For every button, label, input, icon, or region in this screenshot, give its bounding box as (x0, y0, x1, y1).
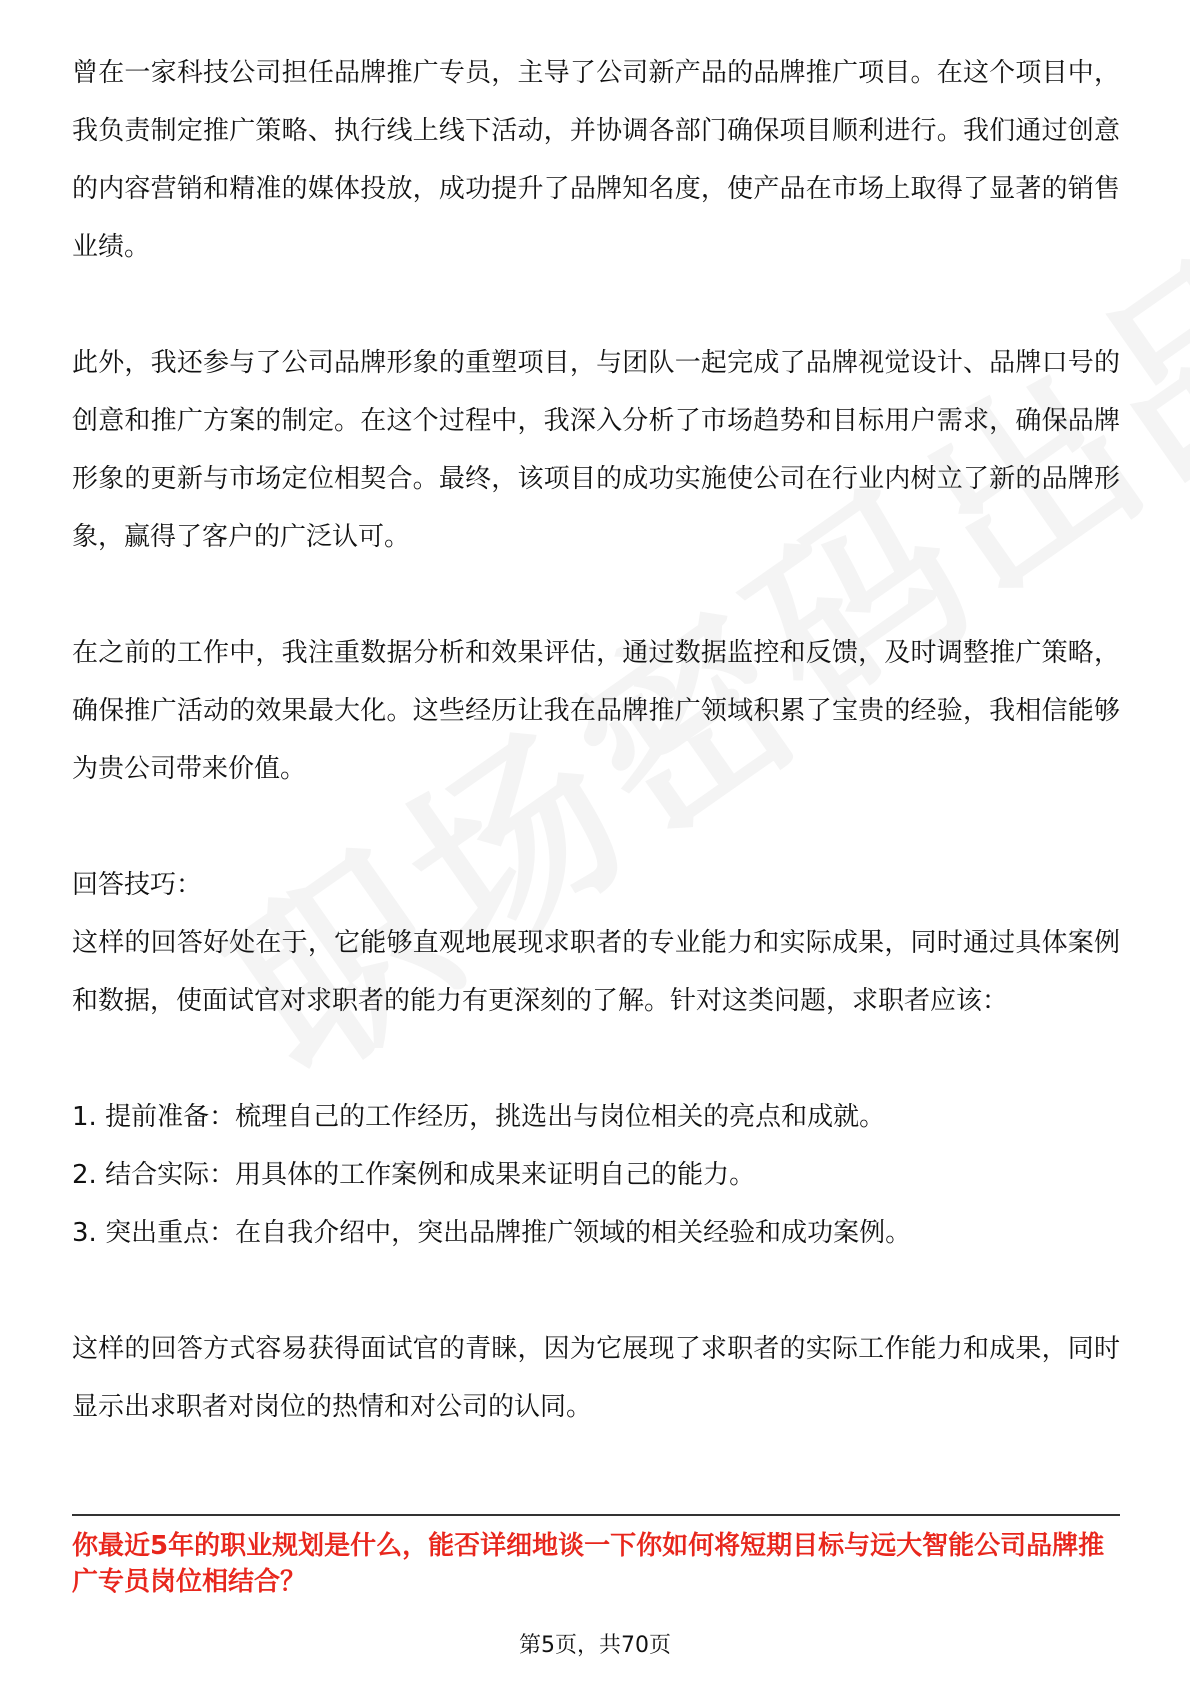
next-question-heading: 你最近5年的职业规划是什么，能否详细地谈一下你如何将短期目标与远大智能公司品牌推广专员岗位相结合？ (72, 1531, 1105, 1597)
experience-paragraph-1: 曾在一家科技公司担任品牌推广专员，主导了公司新产品的品牌推广项目。在这个项目中，我负责制定推广策略、执行线上线下活动，并协调各部门确保项目顺利进行。我们通过创意的内容营销和精准的媒体投放，成功提升了品牌知名度，使产品在市场上取得了显著的销售业绩。 (72, 58, 1120, 262)
list-item: 2. 结合实际：用具体的工作案例和成果来证明自己的能力。 (72, 1160, 756, 1190)
tips-heading: 回答技巧： (72, 870, 203, 900)
section-divider (72, 1514, 1120, 1516)
tips-conclusion: 这样的回答方式容易获得面试官的青睐，因为它展现了求职者的实际工作能力和成果，同时显示出求职者对岗位的热情和对公司的认同。 (72, 1334, 1120, 1422)
list-item: 1. 提前准备：梳理自己的工作经历，挑选出与岗位相关的亮点和成就。 (72, 1102, 886, 1132)
list-item: 3. 突出重点：在自我介绍中，突出品牌推广领域的相关经验和成功案例。 (72, 1218, 912, 1248)
experience-paragraph-2: 此外，我还参与了公司品牌形象的重塑项目，与团队一起完成了品牌视觉设计、品牌口号的创意和推广方案的制定。在这个过程中，我深入分析了市场趋势和目标用户需求，确保品牌形象的更新与市场定位相契合。最终，该项目的成功实施使公司在行业内树立了新的品牌形象，赢得了客户的广泛认可。 (72, 348, 1120, 552)
tips-list (72, 1088, 1120, 1262)
experience-paragraph-3: 在之前的工作中，我注重数据分析和效果评估，通过数据监控和反馈，及时调整推广策略，确保推广活动的效果最大化。这些经历让我在品牌推广领域积累了宝贵的经验，我相信能够为贵公司带来价值。 (72, 638, 1120, 784)
document-body (72, 44, 1120, 1436)
tips-intro: 这样的回答好处在于，它能够直观地展现求职者的专业能力和实际成果，同时通过具体案例和数据，使面试官对求职者的能力有更深刻的了解。针对这类问题，求职者应该： (72, 928, 1120, 1016)
page-number: 第5页，共70页 (519, 1633, 671, 1658)
